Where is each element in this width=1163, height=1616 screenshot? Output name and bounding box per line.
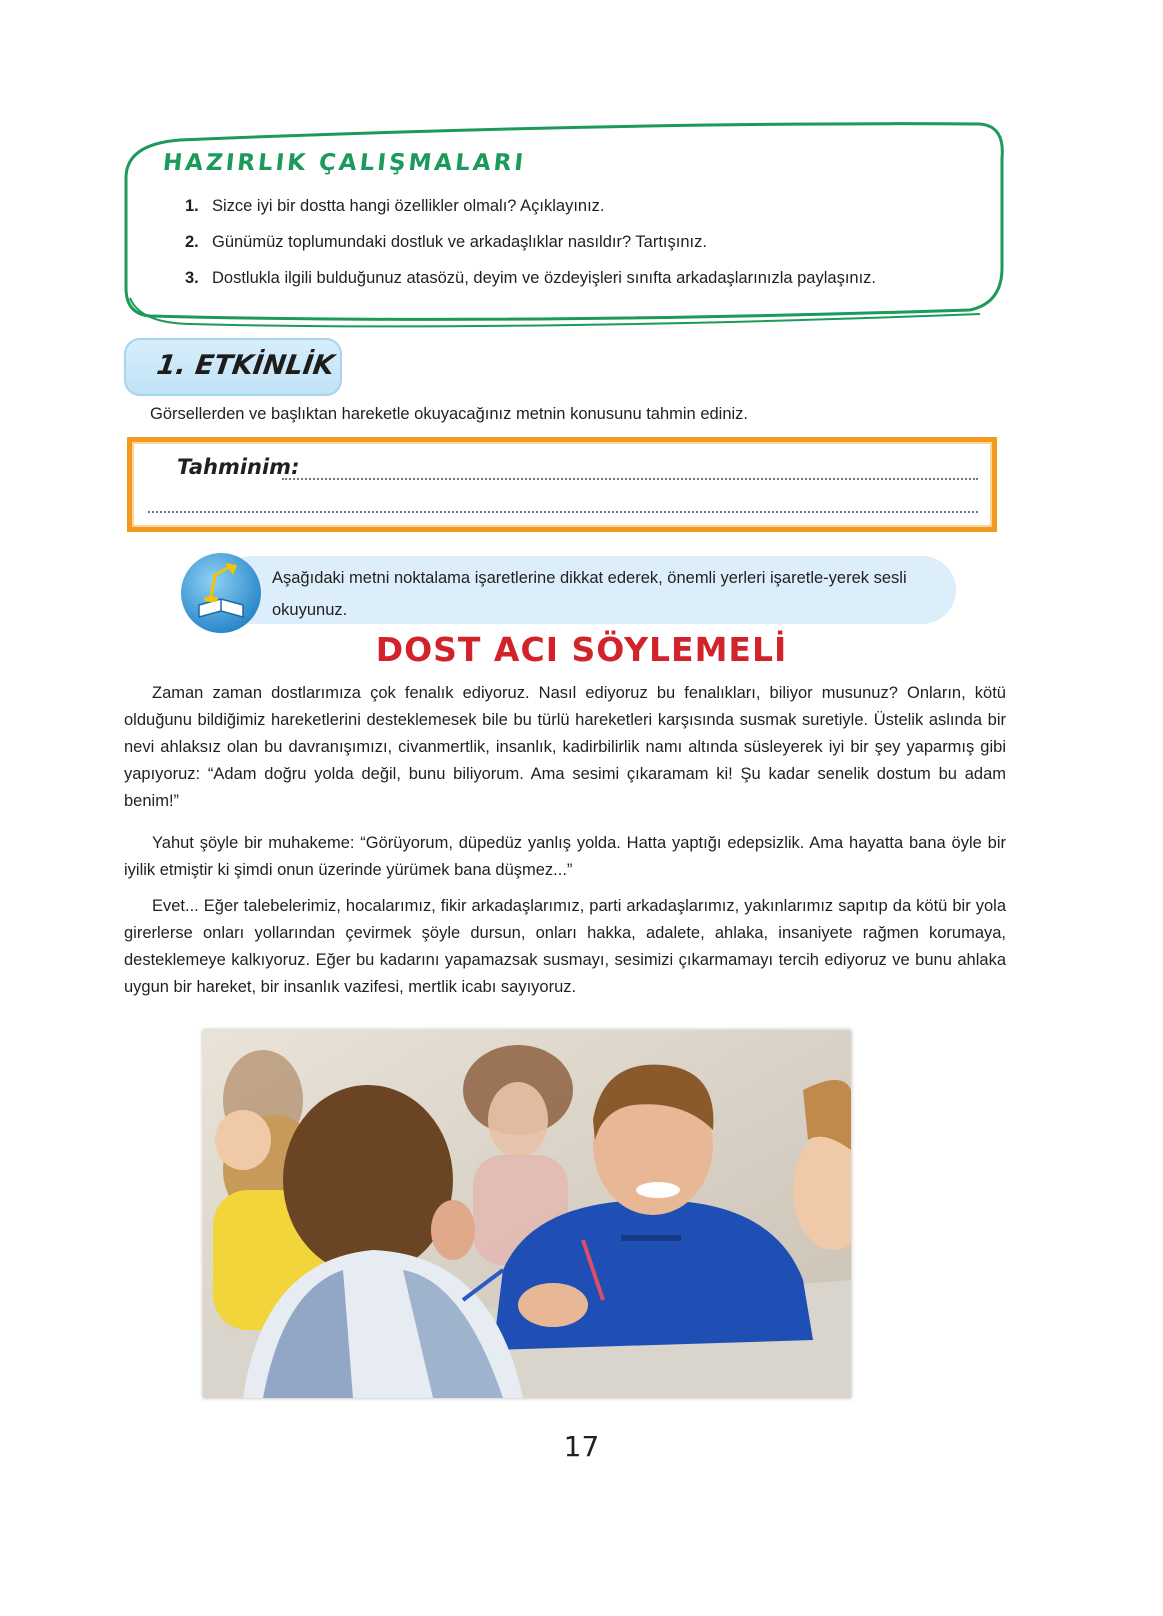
question-text: Sizce iyi bir dostta hangi özellikler olmalı? Açıklayınız. <box>212 197 605 215</box>
guess-line[interactable] <box>282 478 978 480</box>
question-text: Dostlukla ilgili bulduğunuz atasözü, deyim ve özdeyişleri sınıfta arkadaşlarınızla paylaşınız. <box>212 269 877 287</box>
reading-note-text: Aşağıdaki metni noktalama işaretlerine dikkat ederek, önemli yerleri işaretle-yerek sesli okuyunuz. <box>272 569 907 619</box>
guess-line[interactable] <box>148 511 978 513</box>
question-text: Günümüz toplumundaki dostluk ve arkadaşlıklar nasıldır? Tartışınız. <box>212 233 707 251</box>
preparation-title: HAZIRLIK ÇALIŞMALARI <box>161 150 528 176</box>
question-item <box>185 197 605 216</box>
book-lamp-icon <box>181 553 261 633</box>
question-item <box>185 269 876 288</box>
question-number: 2. <box>185 233 199 251</box>
question-number: 1. <box>185 197 199 215</box>
story-title: DOST ACI SÖYLEMELİ <box>375 630 788 669</box>
classroom-photo <box>203 1030 851 1398</box>
activity-instruction: Görsellerden ve başlıktan hareketle okuyacağınız metnin konusunu tahmin ediniz. <box>150 405 749 423</box>
activity-badge-label: 1. ETKİNLİK <box>154 350 337 381</box>
question-number: 3. <box>185 269 199 287</box>
story-paragraph: Zaman zaman dostlarımıza çok fenalık ediyoruz. Nasıl ediyoruz bu fenalıkları, biliyor musunuz? Onların, kötü olduğunu bildiğimiz hareketlerini desteklemesek bile bu türlü hareketleri karşısında susmak suretiyle. Üstelik aslında bir nevi ahlaksız olan bu davranışımızı, civanmertlik, insanlık, kadirbilirlik namı altında süsleyerek iyi bir şey yaparmış gibi yapıyoruz: “Adam doğru yolda değil, bunu biliyorum. Ama sesimi çıkaramam ki! Şu kadar senelik dostum bu adam benim!” <box>124 684 1006 810</box>
guess-label: Tahminim: <box>177 455 300 479</box>
story-paragraph: Evet... Eğer talebelerimiz, hocalarımız, fikir arkadaşlarımız, parti arkadaşlarımız, yakınlarımız sapıtıp da kötü bir yola girerlerse onları yollarından çevirmek şöyle dursun, onları hakka, adalete, ahlaka, insaniyete rağmen korumaya, desteklemeye kalkıyoruz. Eğer bu kadarını yapamazsak susmayı, sesimizi çıkarmamayı tercih ediyoruz ve bunu ahlaka uygun bir hareket, bir insanlık vazifesi, mertlik icabı sayıyoruz. <box>124 897 1006 996</box>
guess-box <box>127 437 997 532</box>
question-item <box>185 233 707 252</box>
story-paragraph: Yahut şöyle bir muhakeme: “Görüyorum, düpedüz yanlış yolda. Hatta yaptığı edepsizlik. Ama hayatta bana öyle bir iyilik etmiştir ki şimdi onun üzerinde yürümek bana düşmez...” <box>124 834 1006 879</box>
page-number: 17 <box>563 1430 600 1463</box>
